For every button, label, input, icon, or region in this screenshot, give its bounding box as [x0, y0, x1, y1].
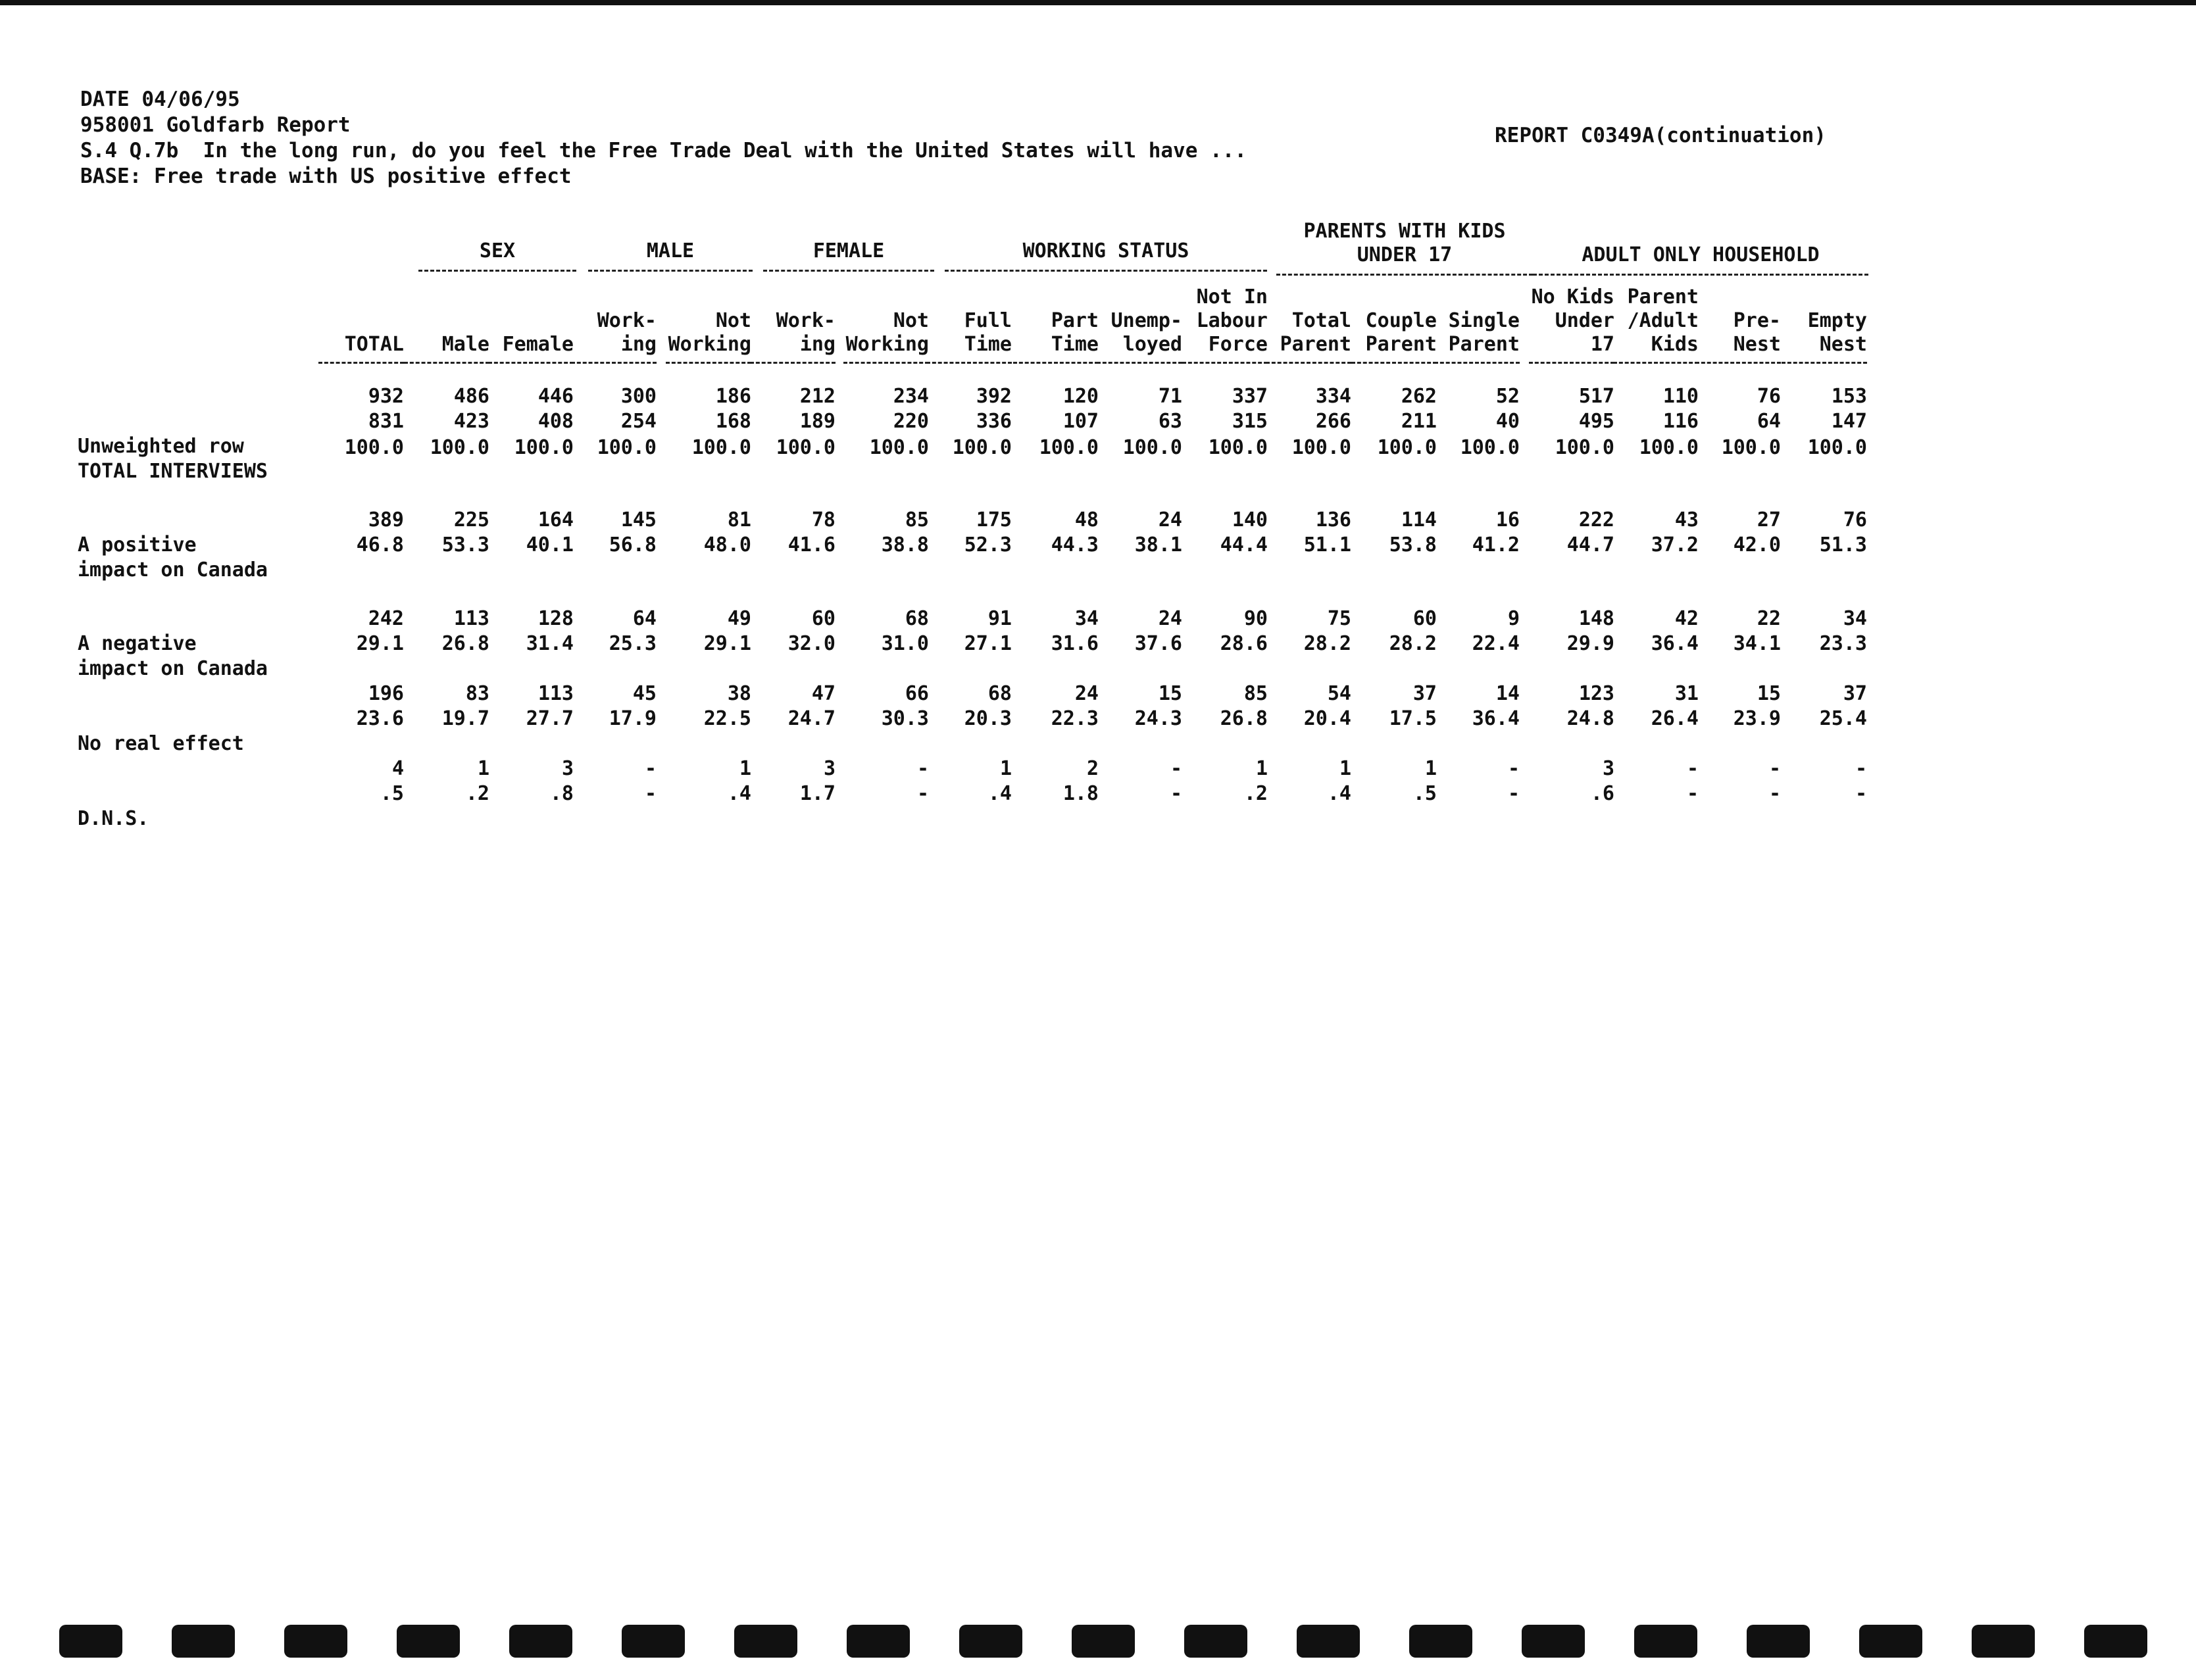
feed-hole [1409, 1625, 1472, 1658]
table-cell: 34 [1843, 607, 1867, 630]
table-cell: - [916, 757, 929, 780]
table-cell: 100.0 [1555, 436, 1614, 459]
table-cell: 20.4 [1303, 707, 1351, 730]
feed-hole [1972, 1625, 2035, 1658]
table-cell: 85 [905, 508, 929, 531]
column-header-line2: loyed [1122, 333, 1182, 356]
table-cell: 100.0 [1807, 436, 1867, 459]
column-header-line2: Nest [1819, 333, 1867, 356]
table-cell: .8 [549, 782, 574, 805]
table-cell: 26.4 [1651, 707, 1699, 730]
table-cell: 60 [1412, 607, 1437, 630]
table-cell: 66 [905, 682, 929, 705]
table-cell: 51.1 [1303, 533, 1351, 556]
table-cell: 100.0 [1039, 436, 1099, 459]
table-cell: 110 [1662, 385, 1699, 408]
table-cell: - [1686, 782, 1699, 805]
table-cell: 52.3 [964, 533, 1012, 556]
column-header-line2: TOTAL [344, 333, 404, 356]
table-cell: 186 [715, 385, 751, 408]
table-cell: .4 [987, 782, 1012, 805]
base-text: BASE: Free trade with US positive effect [80, 164, 572, 188]
table-cell: 116 [1662, 410, 1699, 433]
table-cell: 100.0 [1639, 436, 1699, 459]
table-cell: 100.0 [691, 436, 751, 459]
top-border [0, 0, 2196, 5]
column-header-line1b: /Adult [1627, 309, 1699, 332]
table-cell: 64 [632, 607, 657, 630]
table-cell: 45 [632, 682, 657, 705]
report-id: REPORT C0349A(continuation) [1495, 124, 1826, 147]
table-cell: 26.8 [1220, 707, 1268, 730]
table-cell: - [644, 757, 657, 780]
table-cell: 38 [727, 682, 751, 705]
table-cell: 68 [905, 607, 929, 630]
column-header-line2: Time [1051, 333, 1099, 356]
table-cell: 27.1 [964, 632, 1012, 655]
table-cell: 54 [1327, 682, 1351, 705]
table-cell: 24 [1158, 508, 1182, 531]
table-cell: 254 [620, 410, 657, 433]
column-header-line2: ing [799, 333, 836, 356]
table-cell: 17.9 [609, 707, 657, 730]
feed-hole [1297, 1625, 1360, 1658]
table-cell: 46.8 [356, 533, 404, 556]
column-header-line1: Not In [1196, 285, 1268, 309]
table-cell: - [1507, 782, 1520, 805]
table-cell: 100.0 [1460, 436, 1520, 459]
table-cell: 23.3 [1819, 632, 1867, 655]
table-cell: 225 [453, 508, 489, 531]
table-cell: 266 [1315, 410, 1351, 433]
feed-hole [1522, 1625, 1585, 1658]
table-cell: .4 [1327, 782, 1351, 805]
table-cell: 423 [453, 410, 489, 433]
group-sex: SEX [418, 239, 576, 272]
column-header-line1: Parent [1627, 285, 1699, 309]
table-cell: 44.3 [1051, 533, 1099, 556]
table-cell: 14 [1495, 682, 1520, 705]
table-cell: 40 [1495, 410, 1520, 433]
column-header-line1: Single [1448, 309, 1520, 332]
table-cell: 19.7 [441, 707, 489, 730]
table-cell: 42.0 [1733, 533, 1781, 556]
table-cell: 52 [1495, 385, 1520, 408]
column-header-line1: Not [893, 309, 929, 332]
table-cell: 49 [727, 607, 751, 630]
table-cell: 100.0 [597, 436, 657, 459]
table-cell: 43 [1674, 508, 1699, 531]
feed-hole [284, 1625, 347, 1658]
table-cell: 22 [1757, 607, 1781, 630]
table-cell: 24 [1158, 607, 1182, 630]
table-cell: 64 [1757, 410, 1781, 433]
table-cell: 4 [391, 757, 404, 780]
table-cell: 932 [368, 385, 404, 408]
table-cell: 336 [976, 410, 1012, 433]
table-cell: 47 [811, 682, 836, 705]
table-cell: 44.4 [1220, 533, 1268, 556]
table-cell: 1 [999, 757, 1012, 780]
table-cell: 28.2 [1303, 632, 1351, 655]
column-header-line1b: Under [1555, 309, 1614, 332]
table-cell: 22.3 [1051, 707, 1099, 730]
table-cell: 100.0 [952, 436, 1012, 459]
column-header-line2: Parent [1280, 333, 1351, 356]
table-cell: - [1686, 757, 1699, 780]
table-cell: 148 [1578, 607, 1614, 630]
column-header-line2: Time [964, 333, 1012, 356]
table-cell: 113 [537, 682, 574, 705]
table-cell: 53.8 [1389, 533, 1437, 556]
column-header-line2: Kids [1651, 333, 1699, 356]
column-header-line1: No Kids [1531, 285, 1614, 309]
table-cell: 26.8 [441, 632, 489, 655]
table-cell: 75 [1327, 607, 1351, 630]
column-header-line1: Pre- [1733, 309, 1781, 332]
table-cell: 100.0 [1377, 436, 1437, 459]
feed-hole [1184, 1625, 1247, 1658]
table-cell: 81 [727, 508, 751, 531]
table-cell: 337 [1232, 385, 1268, 408]
table-cell: 300 [620, 385, 657, 408]
table-cell: 78 [811, 508, 836, 531]
column-header-line1: Full [964, 309, 1012, 332]
table-cell: - [1170, 757, 1182, 780]
table-cell: 242 [368, 607, 404, 630]
feed-hole [59, 1625, 122, 1658]
table-cell: 29.1 [703, 632, 751, 655]
table-cell: 517 [1578, 385, 1614, 408]
feed-hole [622, 1625, 685, 1658]
column-header-line1: Work- [776, 309, 836, 332]
table-cell: 2 [1086, 757, 1099, 780]
table-cell: 22.4 [1472, 632, 1520, 655]
table-cell: 315 [1232, 410, 1268, 433]
table-cell: - [1170, 782, 1182, 805]
report-date: DATE 04/06/95 [80, 87, 240, 111]
row-label-unweighted: Unweighted row TOTAL INTERVIEWS [78, 435, 268, 483]
table-cell: 48.0 [703, 533, 751, 556]
table-cell: 120 [1062, 385, 1099, 408]
feed-hole [397, 1625, 460, 1658]
table-cell: 140 [1232, 508, 1268, 531]
row-label-positive: A positive impact on Canada [78, 533, 268, 581]
table-cell: 60 [811, 607, 836, 630]
column-header-line1: Couple [1365, 309, 1437, 332]
table-cell: 15 [1158, 682, 1182, 705]
table-cell: 85 [1243, 682, 1268, 705]
table-cell: 22.5 [703, 707, 751, 730]
row-label-dns: D.N.S. [78, 807, 149, 830]
table-cell: 123 [1578, 682, 1614, 705]
feed-hole [959, 1625, 1022, 1658]
table-cell: 408 [537, 410, 574, 433]
table-cell: 147 [1831, 410, 1867, 433]
feed-hole [1072, 1625, 1135, 1658]
table-cell: 100.0 [1291, 436, 1351, 459]
table-cell: 56.8 [609, 533, 657, 556]
table-cell: 222 [1578, 508, 1614, 531]
feed-hole [734, 1625, 797, 1658]
group-male: MALE [588, 239, 753, 272]
column-header-line1b: Labour [1196, 309, 1268, 332]
row-label-negative: A negative impact on Canada [78, 632, 268, 680]
column-header-line2: 17 [1590, 333, 1614, 356]
column-header [1735, 309, 1867, 364]
feed-hole [1747, 1625, 1810, 1658]
table-cell: 392 [976, 385, 1012, 408]
table-cell: 168 [715, 410, 751, 433]
table-cell: - [644, 782, 657, 805]
table-cell: 63 [1158, 410, 1182, 433]
column-header-line2: Nest [1733, 333, 1781, 356]
column-header-line2: Parent [1365, 333, 1437, 356]
column-header-line2: Working [845, 333, 929, 356]
table-cell: 24.8 [1566, 707, 1614, 730]
table-cell: 15 [1757, 682, 1781, 705]
table-cell: 100.0 [1122, 436, 1182, 459]
feed-hole [847, 1625, 910, 1658]
column-header-line2: Female [502, 333, 574, 356]
table-cell: 91 [987, 607, 1012, 630]
table-cell: 36.4 [1472, 707, 1520, 730]
column-header-line2: ing [620, 333, 657, 356]
table-cell: 495 [1578, 410, 1614, 433]
table-cell: 220 [893, 410, 929, 433]
table-cell: 831 [368, 410, 404, 433]
table-cell: 41.6 [787, 533, 836, 556]
table-cell: 211 [1401, 410, 1437, 433]
column-header-line1: Unemp- [1110, 309, 1182, 332]
table-cell: 37.6 [1134, 632, 1182, 655]
feed-hole [172, 1625, 235, 1658]
column-header-line1: Not [715, 309, 751, 332]
table-cell: 24.3 [1134, 707, 1182, 730]
feed-hole [2084, 1625, 2147, 1658]
column-header-line2: Working [668, 333, 751, 356]
table-cell: 196 [368, 682, 404, 705]
table-cell: 31 [1674, 682, 1699, 705]
table-cell: - [1855, 757, 1867, 780]
table-cell: 90 [1243, 607, 1268, 630]
table-cell: 28.6 [1220, 632, 1268, 655]
tractor-feed-holes [59, 1625, 2164, 1664]
table-cell: 1 [1255, 757, 1268, 780]
table-cell: 41.2 [1472, 533, 1520, 556]
table-cell: 3 [1602, 757, 1614, 780]
table-cell: 114 [1401, 508, 1437, 531]
table-cell: 1 [1339, 757, 1351, 780]
table-cell: 38.1 [1134, 533, 1182, 556]
table-cell: 234 [893, 385, 929, 408]
table-cell: 212 [799, 385, 836, 408]
table-cell: 31.0 [881, 632, 929, 655]
table-cell: 29.9 [1566, 632, 1614, 655]
group-working-status: WORKING STATUS [945, 239, 1267, 272]
table-cell: .5 [380, 782, 404, 805]
table-cell: 100.0 [869, 436, 929, 459]
table-cell: 83 [465, 682, 489, 705]
table-cell: .2 [465, 782, 489, 805]
table-cell: 100.0 [1208, 436, 1268, 459]
table-cell: 34 [1074, 607, 1099, 630]
table-cell: 51.3 [1819, 533, 1867, 556]
table-cell: .6 [1590, 782, 1614, 805]
table-cell: 145 [620, 508, 657, 531]
table-cell: 37 [1843, 682, 1867, 705]
report-name: 958001 Goldfarb Report [80, 113, 351, 137]
table-cell: 71 [1158, 385, 1182, 408]
table-cell: 27.7 [526, 707, 574, 730]
table-cell: 100.0 [514, 436, 574, 459]
column-header-line1: Total [1291, 309, 1351, 332]
table-cell: - [1507, 757, 1520, 780]
table-cell: 389 [368, 508, 404, 531]
row-label-no-effect: No real effect [78, 732, 244, 755]
table-cell: .5 [1412, 782, 1437, 805]
table-cell: 38.8 [881, 533, 929, 556]
table-cell: 24.7 [787, 707, 836, 730]
table-cell: 34.1 [1733, 632, 1781, 655]
table-cell: 175 [976, 508, 1012, 531]
table-cell: .4 [727, 782, 751, 805]
table-cell: 128 [537, 607, 574, 630]
column-underline [1782, 362, 1867, 364]
column-header-line2: Male [441, 333, 489, 356]
table-cell: 31.6 [1051, 632, 1099, 655]
group-parents: PARENTS WITH KIDS UNDER 17 [1276, 220, 1533, 276]
table-cell: 48 [1074, 508, 1099, 531]
table-cell: 42 [1674, 607, 1699, 630]
table-cell: 100.0 [1721, 436, 1781, 459]
table-cell: 37.2 [1651, 533, 1699, 556]
table-cell: 40.1 [526, 533, 574, 556]
feed-hole [509, 1625, 572, 1658]
table-cell: 1.8 [1062, 782, 1099, 805]
table-cell: 32.0 [787, 632, 836, 655]
table-cell: 23.9 [1733, 707, 1781, 730]
table-cell: - [1768, 782, 1781, 805]
table-cell: 164 [537, 508, 574, 531]
table-cell: 24 [1074, 682, 1099, 705]
table-cell: 3 [561, 757, 574, 780]
table-cell: 53.3 [441, 533, 489, 556]
table-cell: 3 [823, 757, 836, 780]
table-cell: 262 [1401, 385, 1437, 408]
table-cell: 486 [453, 385, 489, 408]
table-cell: 100.0 [344, 436, 404, 459]
table-cell: 27 [1757, 508, 1781, 531]
table-cell: 36.4 [1651, 632, 1699, 655]
column-header-line2: Force [1208, 333, 1268, 356]
column-header-line2: Parent [1448, 333, 1520, 356]
table-cell: 44.7 [1566, 533, 1614, 556]
table-cell: 68 [987, 682, 1012, 705]
table-cell: 1 [1424, 757, 1437, 780]
table-cell: 30.3 [881, 707, 929, 730]
table-cell: 25.3 [609, 632, 657, 655]
table-cell: 20.3 [964, 707, 1012, 730]
table-cell: 17.5 [1389, 707, 1437, 730]
feed-hole [1859, 1625, 1922, 1658]
table-cell: 76 [1843, 508, 1867, 531]
column-header-line1: Empty [1807, 309, 1867, 332]
feed-hole [1634, 1625, 1697, 1658]
table-cell: 16 [1495, 508, 1520, 531]
table-cell: - [1768, 757, 1781, 780]
table-cell: 100.0 [776, 436, 836, 459]
group-female: FEMALE [763, 239, 934, 272]
table-cell: 9 [1507, 607, 1520, 630]
table-cell: 446 [537, 385, 574, 408]
table-cell: 113 [453, 607, 489, 630]
table-cell: 334 [1315, 385, 1351, 408]
table-cell: 76 [1757, 385, 1781, 408]
table-cell: .2 [1243, 782, 1268, 805]
table-cell: 1 [739, 757, 751, 780]
table-cell: 31.4 [526, 632, 574, 655]
table-cell: 37 [1412, 682, 1437, 705]
table-cell: 28.2 [1389, 632, 1437, 655]
table-cell: 100.0 [430, 436, 489, 459]
table-cell: 1.7 [799, 782, 836, 805]
table-cell: 29.1 [356, 632, 404, 655]
group-adult-only: ADULT ONLY HOUSEHOLD [1533, 243, 1868, 276]
question-text: S.4 Q.7b In the long run, do you feel the Free Trade Deal with the United States will have ... [80, 139, 1247, 162]
table-cell: 25.4 [1819, 707, 1867, 730]
table-cell: - [916, 782, 929, 805]
table-cell: 23.6 [356, 707, 404, 730]
table-cell: 1 [477, 757, 489, 780]
column-header-line1: Work- [597, 309, 657, 332]
table-cell: 136 [1315, 508, 1351, 531]
table-cell: 107 [1062, 410, 1099, 433]
table-cell: - [1855, 782, 1867, 805]
column-header-line1: Part [1051, 309, 1099, 332]
table-cell: 189 [799, 410, 836, 433]
table-cell: 153 [1831, 385, 1867, 408]
report-header [80, 87, 1247, 189]
